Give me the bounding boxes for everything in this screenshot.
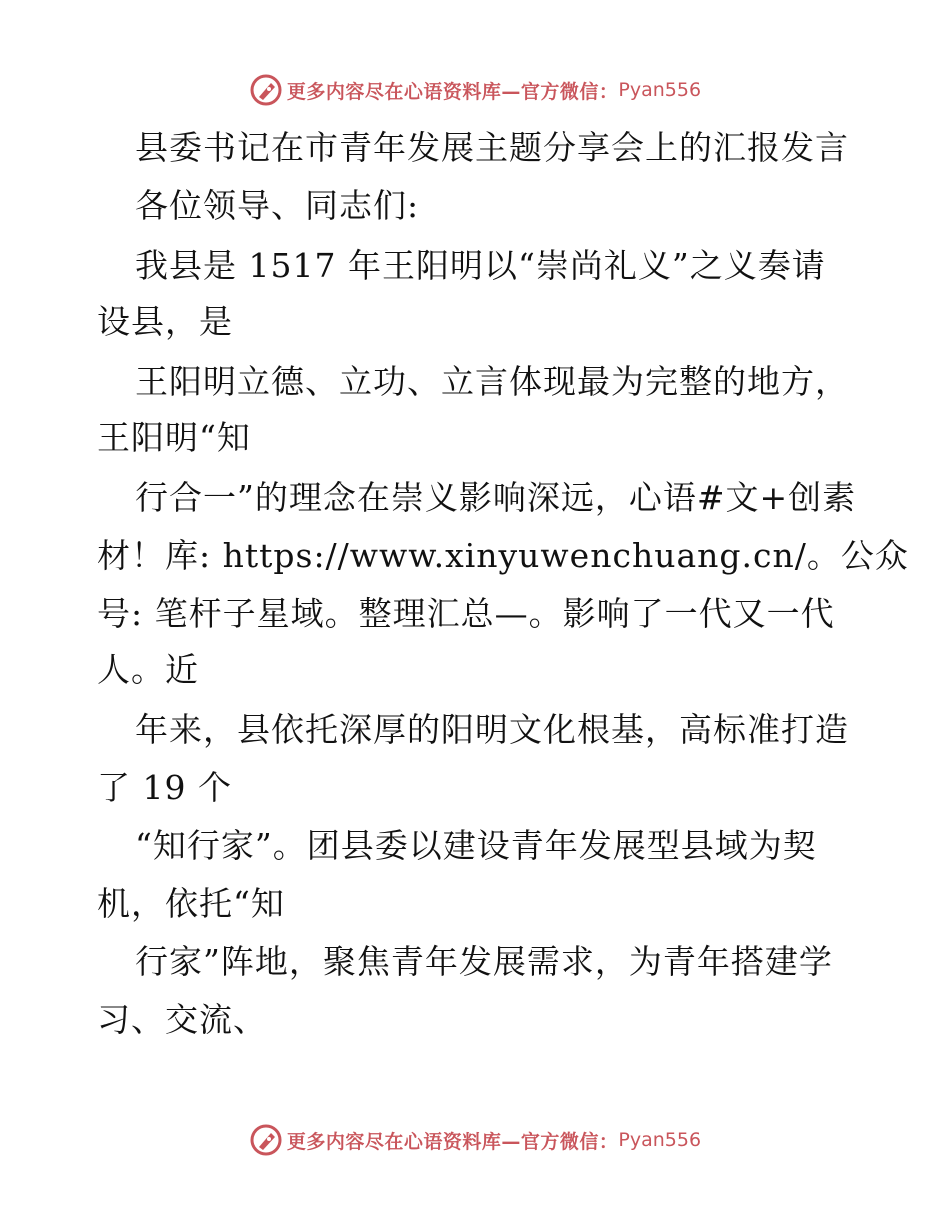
pen-nib-circle-logo-icon — [249, 1123, 283, 1157]
salutation: 各位领导、同志们: — [135, 186, 420, 225]
paragraph-line: 了 19 个 — [97, 768, 232, 807]
paragraph-line: 习、交流、 — [97, 1000, 267, 1039]
paragraph-line: 年来，县依托深厚的阳明文化根基，高标准打造 — [135, 710, 849, 749]
paragraph-line: 我县是 1517 年王阳明以“崇尚礼义”之义奏请 — [135, 246, 826, 285]
paragraph-line: 材！库: https://www.xinyuwenchuang.cn/。公众 — [97, 536, 909, 575]
watermark-contact: Pyan556 — [618, 79, 702, 101]
watermark-contact: Pyan556 — [618, 1129, 702, 1151]
paragraph-line: 机，依托“知 — [97, 884, 285, 923]
paragraph-line: 王阳明“知 — [97, 418, 251, 457]
paragraph-line: 号: 笔杆子星域。整理汇总—。影响了一代又一代 — [97, 594, 835, 633]
paragraph-line: 王阳明立德、立功、立言体现最为完整的地方， — [135, 362, 849, 401]
watermark-site-text: 更多内容尽在心语资料库—官方微信： — [286, 1130, 619, 1153]
footer-watermark — [0, 1120, 950, 1160]
document-title: 县委书记在市青年发展主题分享会上的汇报发言 — [135, 128, 849, 167]
paragraph-line: 行家”阵地，聚焦青年发展需求，为青年搭建学 — [135, 942, 833, 981]
pen-nib-circle-logo-icon — [249, 73, 283, 107]
header-watermark — [0, 70, 950, 110]
paragraph-line: “知行家”。团县委以建设青年发展型县域为契 — [135, 826, 817, 865]
paragraph-line: 设县，是 — [97, 302, 233, 341]
watermark-site-text: 更多内容尽在心语资料库—官方微信： — [286, 80, 619, 103]
paragraph-line: 人。近 — [97, 650, 199, 689]
paragraph-line: 行合一”的理念在崇义影响深远，心语#文+创素 — [135, 478, 857, 517]
